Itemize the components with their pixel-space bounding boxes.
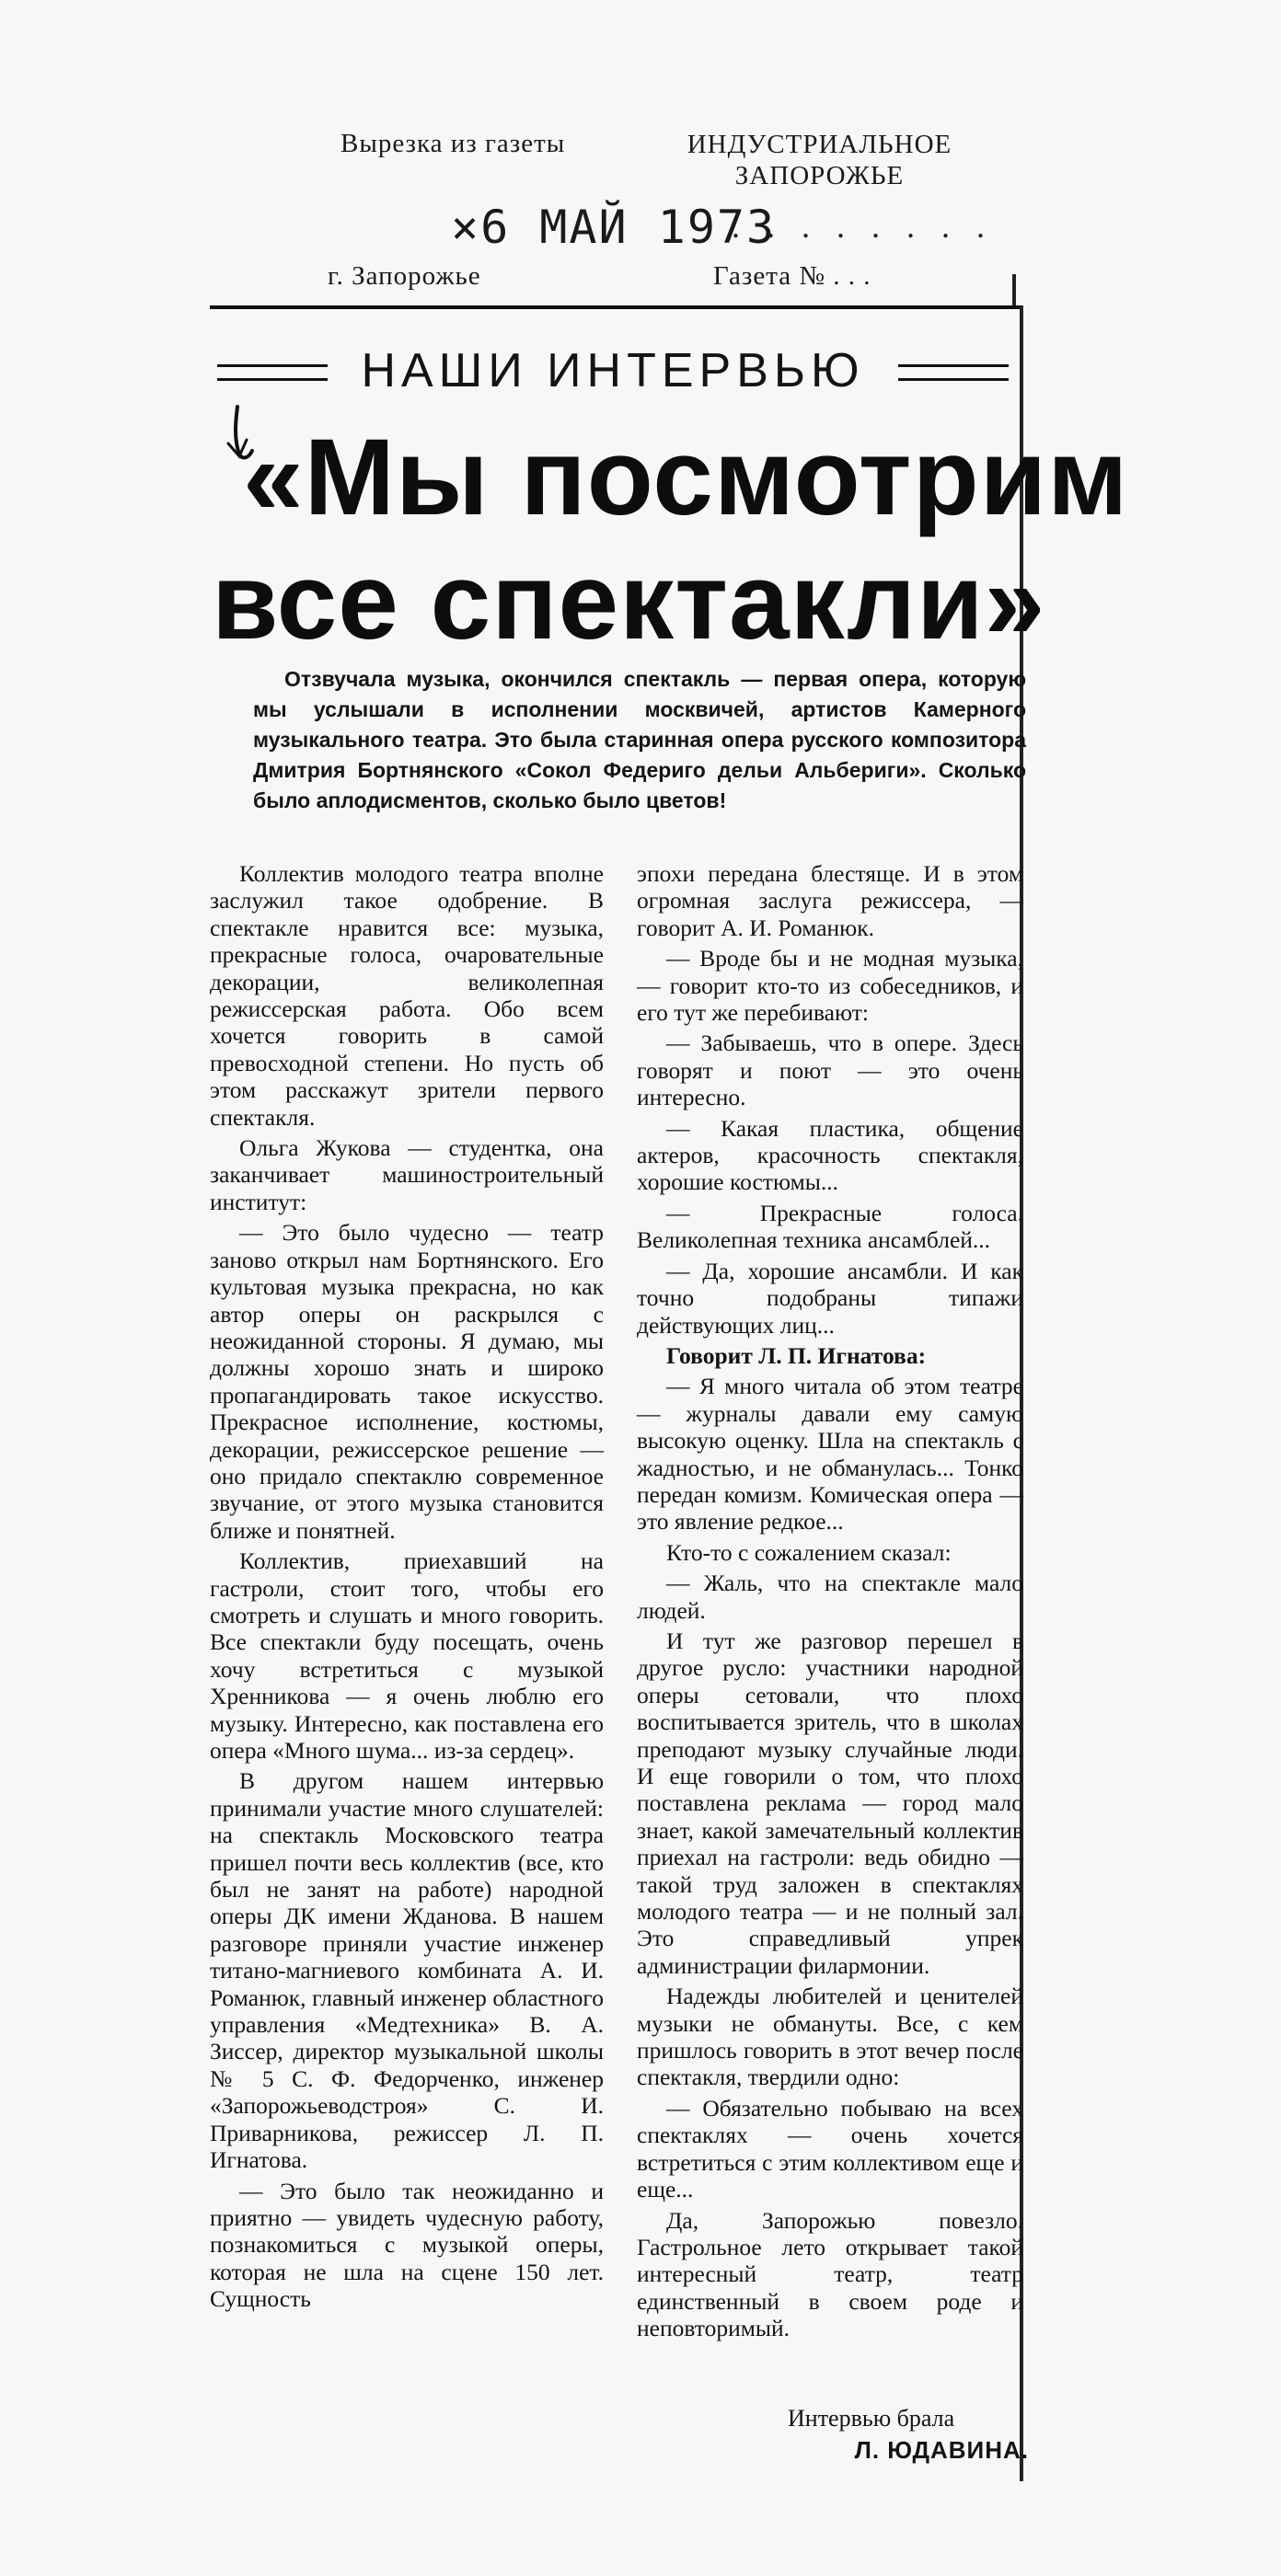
header-rule xyxy=(210,305,1020,309)
paragraph: — Это было так неожиданно и приятно — увидеть чудесную работу, познакомиться с музыкой оперы, которая не шла на сцене 150 лет. Сущность xyxy=(210,2177,604,2313)
lead-paragraph: Отзвучала музыка, окончился спектакль — первая опера, которую мы услышали в исполнении москвичей, артистов Камерного музыкального театра. Это была старинная опера русского композитора Дмитрия Бортнянского «Сокол Федериго дельи Альбериги». Сколько было аплодисментов, сколько было цветов! xyxy=(253,667,1026,812)
gazette-number: Газета № . . . xyxy=(713,261,871,291)
clipping-label: Вырезка из газеты xyxy=(340,129,566,158)
left-column xyxy=(210,860,604,2317)
paragraph: эпохи передана блестяще. И в этом огромная заслуга режиссера, — говорит А. И. Романюк. xyxy=(637,860,1023,941)
date-dots: . . . . . . . . xyxy=(732,208,994,245)
paragraph: Кто-то с сожалением сказал: xyxy=(666,1538,952,1566)
paragraph: — Вроде бы и не модная музыка, — говорит кто-то из собеседников, и его тут же перебивают: xyxy=(637,945,1023,1027)
paragraph: Да, Запорожью повезло. Гастрольное лето открывает такой интересный театр, театр единственный в своем роде и неповторимый. xyxy=(637,2206,1023,2342)
paragraph: В другом нашем интервью принимали участие много слушателей: на спектакль Московского театра пришел почти весь коллектив (все, кто был не занят на работе) народной оперы ДК имени Жданова. В нашем разговоре приняли участие инженер титано-магниевого комбината А. И. Романюк, главный инженер областного управления «Медтехника» В. А. Зиссер, директор музыкальной школы № 5 С. Ф. Федорченко, инженер «Запорожьеводстроя» С. И. Приварникова, режиссер Л. П. Игнатова. xyxy=(210,1767,604,2174)
section-title: НАШИ ИНТЕРВЬЮ xyxy=(361,344,865,397)
paragraph: — Я много читала об этом театре — журналы давали ему самую высокую оценку. Шла на спектакль с жадностью, и не обманулась... Тонко передан комизм. Комическая опера — это явление редкое... xyxy=(637,1373,1023,1535)
paragraph: Коллектив молодого театра вполне заслужил такое одобрение. В спектакле нравится все: музыка, прекрасные голоса, очаровательные декорации, великолепная режиссерская работа. Обо всем хочется говорить в самой превосходной степени. Но пусть об этом расскажут зрители первого спектакля. xyxy=(210,860,604,1131)
headline-line-2: все спектакли» xyxy=(212,541,1046,662)
paragraph: Надежды любителей и ценителей музыки не обмануты. Все, с кем пришлось говорить в этот вечер после спектакля, твердили одно: xyxy=(637,1983,1023,2091)
paragraph: — Жаль, что на спектакле мало людей. xyxy=(637,1570,1023,1624)
paragraph: — Забываешь, что в опере. Здесь говорят и поют — это очень интересно. xyxy=(637,1029,1023,1111)
paragraph: — Прекрасные голоса. Великолепная техника ансамблей... xyxy=(637,1199,1023,1254)
paragraph: — Обязательно побываю на всех спектаклях — очень хочется встретиться с этим коллективом еще и еще... xyxy=(637,2094,1023,2203)
headline-line-1: «Мы посмотрим xyxy=(243,417,1129,538)
double-rule-right xyxy=(898,364,1009,381)
section-heading xyxy=(217,340,1009,405)
byline-label: Интервью брала xyxy=(788,2405,955,2432)
right-column xyxy=(637,860,1023,2346)
byline-author: Л. ЮДАВИНА. xyxy=(854,2436,1029,2464)
byline xyxy=(771,2403,1029,2466)
paragraph: — Какая пластика, общение актеров, красочность спектакля, хорошие костюмы... xyxy=(637,1114,1023,1196)
newspaper-name: ИНДУСТРИАЛЬНОЕ ЗАПОРОЖЬЕ xyxy=(687,130,952,190)
paragraph: И тут же разговор перешел в другое русло: участники народной оперы сетовали, что плохо воспитывается зритель, что в школах преподают музыку случайные люди. И еще говорили о том, что плохо поставлена реклама — город мало знает, какой замечательный коллектив приехал на гастроли: ведь обидно — такой труд заложен в спектаклях молодого театра — и не полный зал. Это справедливый упрек администрации филармонии. xyxy=(637,1627,1023,1979)
double-rule-left xyxy=(217,364,328,381)
city-label: г. Запорожье xyxy=(328,261,481,291)
date-stamp: ×6 МАЙ 1973 xyxy=(451,201,777,254)
corner-mark xyxy=(1012,274,1016,307)
paragraph: Ольга Жукова — студентка, она заканчивает машиностроительный институт: xyxy=(210,1134,604,1215)
paragraph: — Это было чудесно — театр заново открыл нам Бортнянского. Его культовая музыка прекрасна, но как автор оперы он раскрылся с неожиданной стороны. Я думаю, мы должны хорошо знать и широко пропагандировать такое искусство. Прекрасное исполнение, костюмы, декорации, режиссерское решение — оно придало спектаклю современное звучание, от этого музыка становится ближе и понятней. xyxy=(210,1219,604,1544)
paragraph: Коллектив, приехавший на гастроли, стоит того, чтобы его смотреть и слушать и много говорить. Все спектакли буду посещать, очень хочу встретиться с музыкой Хренникова — я очень люблю его музыку. Интересно, как поставлена его опера «Много шума... из-за сердец». xyxy=(210,1547,604,1764)
paragraph: — Да, хорошие ансамбли. И как точно подобраны типажи действующих лиц... xyxy=(637,1257,1023,1339)
paragraph-speaker: Говорит Л. П. Игнатова: xyxy=(666,1341,927,1369)
